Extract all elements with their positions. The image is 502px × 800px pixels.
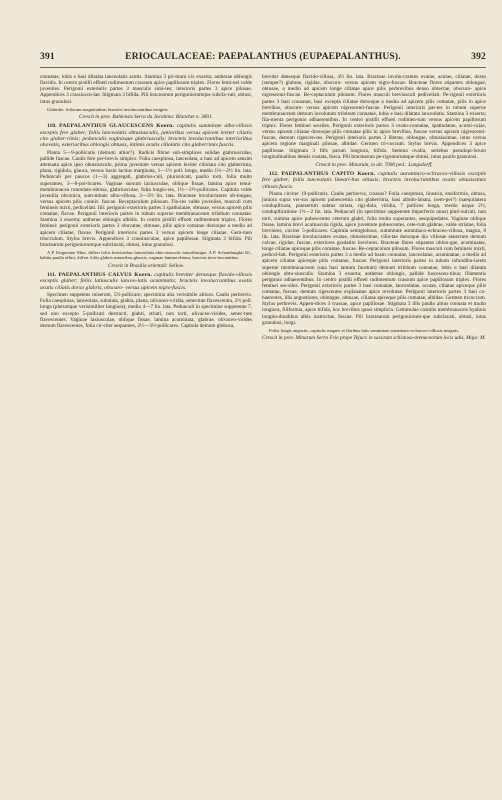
header-rule xyxy=(40,67,486,68)
note: Glabritie, foliorum magnitudine, bracteis involucrantibus insignis. xyxy=(47,106,169,112)
running-title: ERIOCAULACEAE: PAEPALANTHUS (EUPAEPALANTHUS). xyxy=(125,52,401,62)
note: A P. Erigeronte Mart. differt foliis brevioribus lanceolatis obtu-siusculis latioribusque. A P. Schomburgkii Kl., habitu paulla affini, differt foliis glabris minoribus glaucis, vaginae lamina obtusa, bracteis invo-lucrantibus. xyxy=(40,249,252,261)
locality: Crescit in Brasilia orientali: Sellow. xyxy=(108,262,184,269)
species-heading-111 xyxy=(40,272,252,291)
species-diagnosis: capitulis aurantiaco-ochraceo-villosis exceptis fere glaber; foliis lanceolatis lineari-bus obtusis; bracteis involucrantibus ovatis obtusissimis villosis fuscis. xyxy=(262,170,486,190)
note: Foliis longis angustis, capitulis magnis et floribus latis summitate aurantiaco-ochraceo-villosis insignis. xyxy=(269,327,460,333)
paragraph: connatae, lobis e basi dilatata lanceolatis acutis. Stamina 3 pri-mum vix exserta; antherae oblongis flavidis. In centro pistilli effoeti rudimentum crassum apice papillosum triplex. Flores femi-nei valde juveniles. Perigonii exterioris partes 3 masculis simi-les; interioris partes 3 apice pilosae. Appendices 3 crassiuscu-lae. Stigmata 3 bifida. Pili bractearum perigoniorumque subcla-vati, obtusi, intus granulosi. xyxy=(40,74,252,105)
species-number: 111. xyxy=(47,272,57,278)
species-number: 110. xyxy=(47,123,57,130)
species-heading-112 xyxy=(262,171,486,190)
species-number: 112. xyxy=(269,170,279,177)
species-name: PAEPALANTHUS GLAUCESCENS Koern. xyxy=(59,123,175,130)
page-number-left: 391 xyxy=(40,52,55,62)
paragraph: Planta circiter 19-pollicaris. Caulis perbrevis, crassus? Folia caespitosa, linearia, ensiformia, obtusa, juniora supra ver-sus apicem pubescentia cito glaberrima, basi albido-lanata, (sem-per?) inaequilatera condupllicata, praesertim subtus striata, rigi-dula, viridia, 7 pollices longa, medio usque 2½, condupllicatione 1½—2 lin. lata. Pedunculi (in specimine suppetente imperfecto unus) pluri-sulcati, non torti, summa apice pubescentes ceterum glabri, folia multo superantes, sesquipedales. Vaginae oblique fissae, lamina brevi acutiuscula rigida, apice juventute pubescentes, cete-rum glabrae, valde striatae, folia breviores, circiter 5-pollicares. Capitula semiglobosa, summitate aurantiaco-ochraceo-villosa, magna, 8 lin. lata. Bracteae involucrantes ovatae, obtusissimae, cilia-tae dorsoque dia villosae senectute demum calvae, rigidae, fuscae, exteriores gradatim breviores. Bracteae flores stipantes oblon-gae, acuminatae, longe ciliatae apiceque pilis comatae, fuscae. Re-ceptaculum pilosum. Flores masculi cum femineis mixti, pedicel-lati. Perigonii exterioris partes 3 a medio ad basin connatae, lanceolatae, acuminatae, a medio ad apicem ciliatae apiceque pilis comatae, fuscae. Perigonii interioris partes in tubum infundibu-larem superne membranaceum (una basi tantum facetum) demum trilobum connatae, lobis e basi dilatata oblongis obtu-siusculis. Stamina 3 exserta; antherae oblongis, pallide fuscescen-tibus; filamentis perigonio adhaerentibus. In centro pistilli effoeti rudimentum crassum apice papillosum triplex. Flores feminei ses-siles. Perigonii exterioris partes 3 basi connatae, lanceolatae, acutae, ciliatae apiceque pilis comatae, fuscae, demum rigescentes explanatae apice revolutae. Perigonii interioris partes 3 basi co-haerentes, illis angustiores, oblongae, obtusae, ciliatae apiceque pilis comatae, albidae. Germen tricoccum. Stylus perbrevis. Appen-dices 3 crassae, apice papillosae. Stigmata 3 illis paullo altius connata et multo longiora, filiformia, apice bifida, hoc brevibus quasi simplicia. Gemmulae costulis membranaceis hyalinis longitu-dinalibus albis instructae, fuscae. Pili bractearum perigoniorum-que subclavati, obtusi, intus granulosi, longi. xyxy=(262,191,486,326)
species-name: PAEPALANTHUS CALVUS Koern. xyxy=(58,272,153,278)
page-number-right: 392 xyxy=(471,52,486,62)
right-column xyxy=(262,74,486,343)
paragraph: breviter denseque flavido-villosa, 4½ lin. lata. Bracteae involu-crantes ovatae, acutae, ciliatae, dorso (semper?) glabrae, rigidae, obscuro- versus apicem nigro-fuscae. Bracteae flores stipantes oblongae, obtusae, a medio ad apicem longe ciliatae apice pilis perbrevibus denso obtectae, obscuro- apice nigrescenti-fuscae. Re-ceptaculum pilosum. Flores masculi breviusculi pedicellati. Pe-rigonii exterioris partes 3 basi connatae, basi excepta ciliatae dorsoque a medio ad apicem pilis comatae, pilis in apice brevibus, obscuro- versus apicem nigrescenti-fuscae. Perigonii interioris par-tes in tubum superne membranaceum demum involutum trilobum connatae, lobis e basi dilatata lanceolatis. Stamina 3 exserta; fila-menta perigonio adhaerentibus. In centro pistilli effoeti rudimen-tum versus apicem papillosum triplex. Flores feminei sessiles. Perigonii exterioris partes 3 ovato-connatae, spathulatae, acumi-culae, versus apicem ciliatae dorsoque pilis comatae pilis in apice brevibus, fuscae versus apicem nigrescenti-fuscae, demum rigescen-tes. Perigonii interioris partes 3 liberae, oblongae, obtusissimae, intus versus apicem regione marginali pilosae, albidae. Germen tri-coccum. Stylus brevis. Appendices 3 apice papillosae. Stigmata 3 fills parum longiora, bifida. Semina ovalia, seriebus pseudopi-lorum longitudinalibus densis costata, fusca. Pili bractearum pe-rigoniorumque obtusi, intus paullo granulosi. xyxy=(262,74,486,160)
species-diagnosis: capitulis breviter denseque flavido-villosis exceptis glaber; foliis latiusculis lanceo-latis acuminatis; bracteis involucrantibus ovatis acutis ciliatis dorso glabris, obscuro- versus apicem nigro-fuscis. xyxy=(40,272,252,291)
locality: Crescit in prov. Bahiensis Serra da Jacobina: Blanchet n. 3601. xyxy=(79,114,213,121)
paragraph: Planta 5—9-pollicaris (demum altior?). Radicis fibrae sub-simplices solidae glabriusculae, pallide fuscae. Caulis fere per-brevis simplex. Folia caespitosa, lanceolata, a basi ad apicem sensim attenuata apice ipso obtusiusculo, prima juventute versus apicem leviter ciliolata cito glaberrima, plana, rigidula, glauca, versus basin lactius marginata, 1—1½ poll. longa, medio 1½—2½ lin. lata. Pedunculi per paucos (1—3) aggregati, glabrius-culi, plurisulcati, paullo torti, folia multo superantes, 3—8-pol-licares. Vaginae sursum laxiusculae, oblique fissae, lamina apice tenui-membranacea rotundato-obtusa, glabriusculae, folia longio-res, 1½—2½-pollicares. Capitula valde juvenilia obconica, sum-mitate albo-villosa, 3—3½ lin. lata. Bracteae involucrantes ob-longae, versus apicem pilis conniv. fuscae. Receptaculum pilosum. Flo-res valde juveniles, masculi cum femineis mixti, pedicellati. Illi: perigonii exterioris partes 3 spathulatae, obtusae, versus apicem pilis comatae, flavae. Perigonii interioris partes in tubum superne membranaceum trilobum connatae. Stamina 3 exserta; antherae oblongis albidis. In centro pistilli effoeti rudimentum triplex. Flores feminei: perigonii exterioris partes 3 obovatae, obtusae, pilis apice comatae dorsoque a medio ad apicem ciliatae, flavae. Perigonii interioris partes 3 versus apicem longe ciliatae. Gem-men triocculum. Stylus brevis. Appendices 3 crassiusculae, apice papillosae. Stigmata 3 bifida. Pili bractearum perigoniorumque subclavati, obtusi, intus granulosi. xyxy=(40,149,252,248)
species-name: PAEPALANTHUS CAPITO Koern. xyxy=(281,170,376,177)
locality: Crescit in prov. Minarum Serra Frio prope Tejuco in saxorum schistoso-arenaceorum locis udis, Majo: M. xyxy=(262,335,486,342)
running-header xyxy=(40,52,486,64)
species-diagnosis: capitulis summitate albo-villosis exceptis fere glaber; foliis lanceolatis obtusiusculis, junioribus versus apicem leviter ciliatis cito glaber-rimis; pedunculis vaginisque glabriusculis; bracteis involucrantibus interioribus obovatis, exterioribus oblongis obtusis, intimis acutis ciliolatis cito glaberrimis fusciis. xyxy=(40,123,252,149)
left-column xyxy=(40,74,252,331)
paragraph: Specimen suppetens miserum, 5½-pollicare; specimina alia verisimile altiora. Caulis perbrevis. Folia caespitosa, lanceolata, subulata, glabra, plana, olivaceo-viridia, senectute flavescentia, 2½ poll. longa (plerumque verisimiliter longiora), medio 4—7 lin. lata. Pedunculi in specimine suppetente 7, sed uno excepto 5-pollicari destructi, glabri, striati, non torti, olivaceo-virides, senec-tute flavescentes. Vaginae laxiusculae, oblique fissae, lamina acuminata, glabrae, olivaceo-virides demum flavescentes, folia cir-citer aequantes, 2½—3½-pollicares. Capitula demum globosa, xyxy=(40,292,252,329)
species-heading-110 xyxy=(40,123,252,149)
locality: Crescit in prov. Minarum, in alt. 7000 ped.: Langsdorff. xyxy=(315,161,433,168)
